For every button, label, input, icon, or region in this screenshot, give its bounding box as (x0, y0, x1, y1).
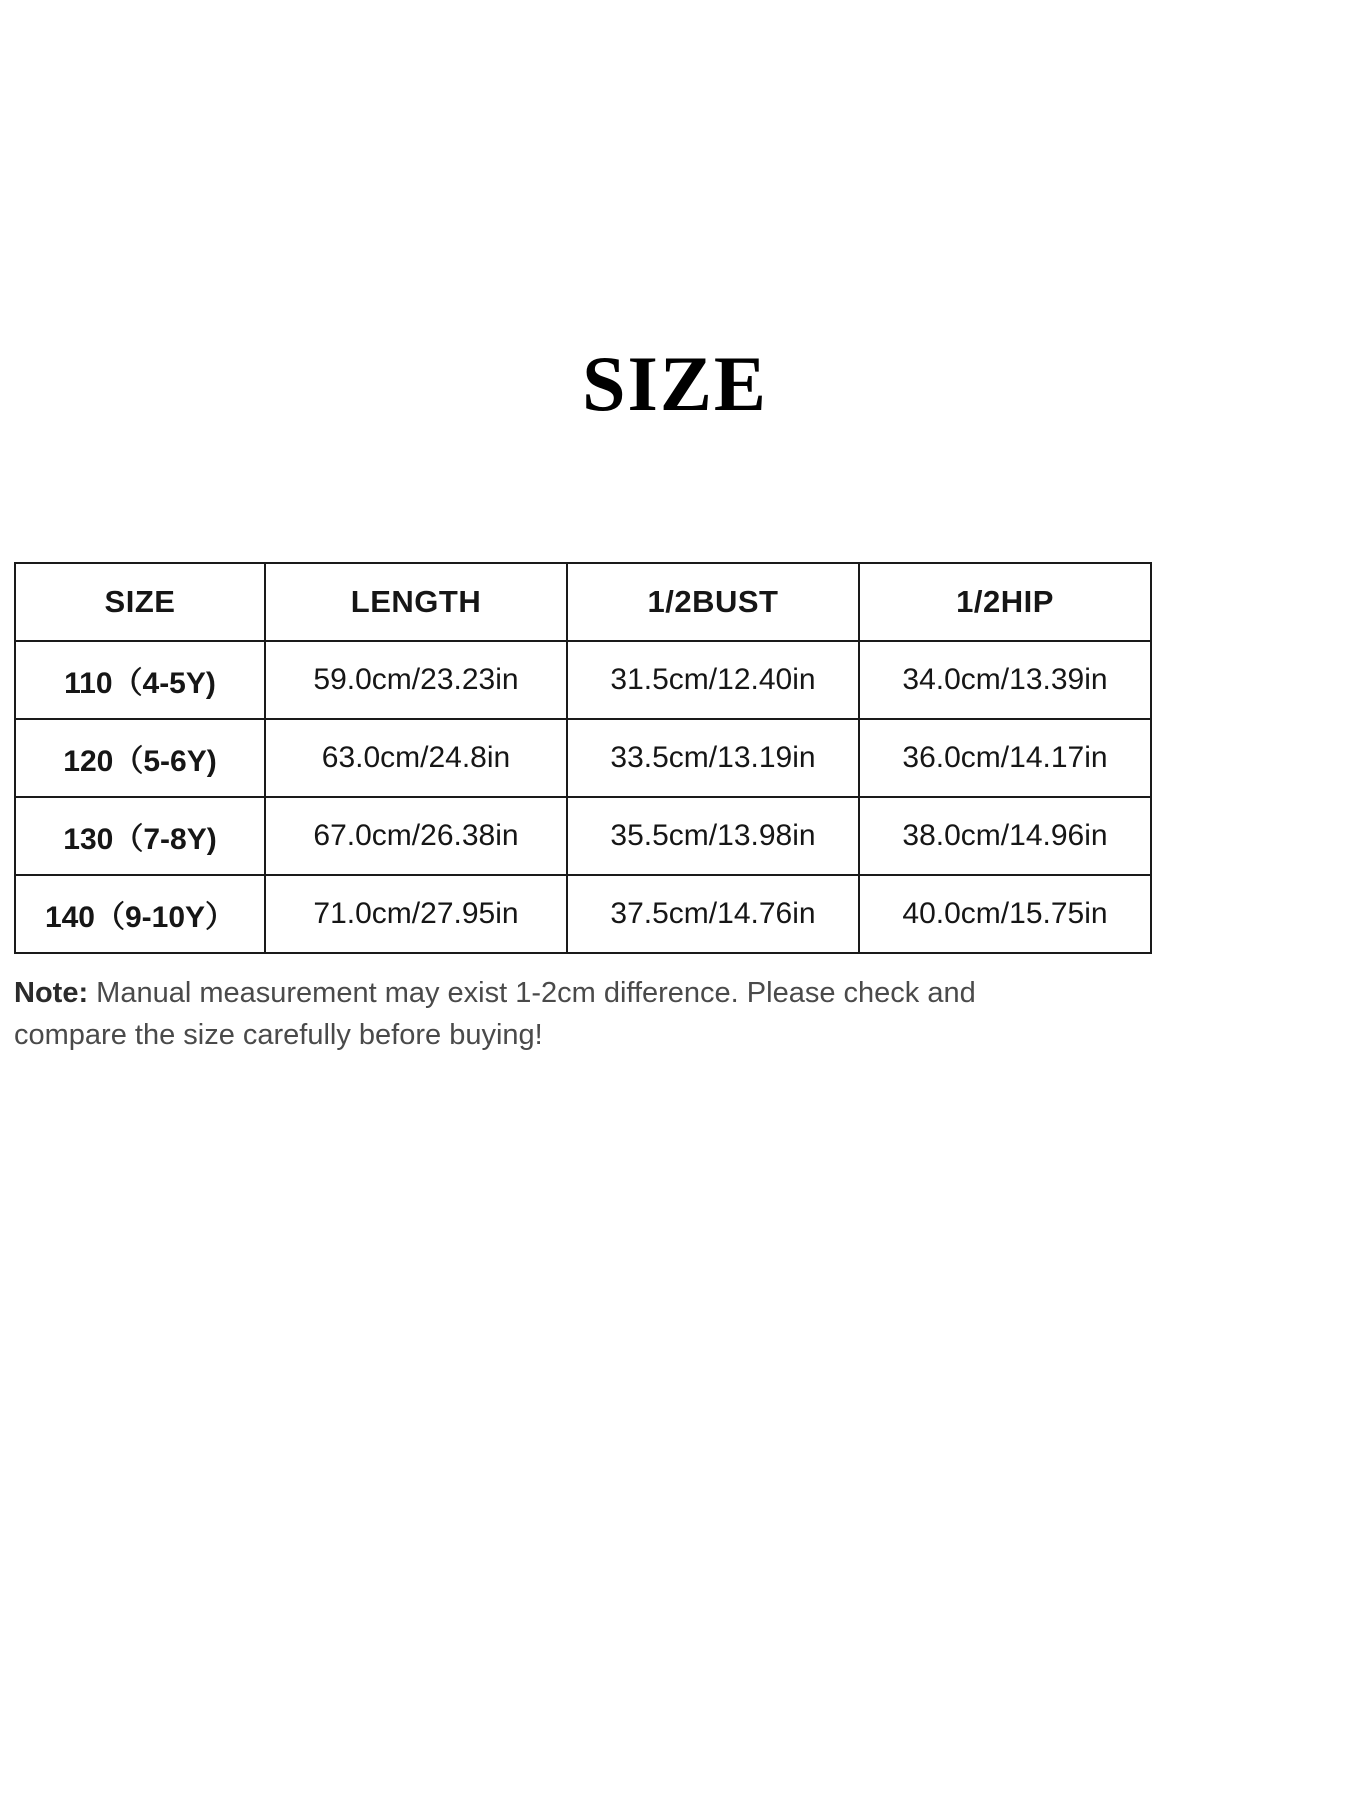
column-header-half-hip: 1/2HIP (859, 563, 1151, 641)
table-row (15, 875, 1151, 953)
cell-length: 63.0cm/24.8in (265, 719, 567, 797)
cell-half-bust: 37.5cm/14.76in (567, 875, 859, 953)
table-row (15, 641, 1151, 719)
cell-half-hip: 40.0cm/15.75in (859, 875, 1151, 953)
cell-size: 130（7-8Y) (15, 797, 265, 875)
size-table (14, 562, 1152, 954)
column-header-size: SIZE (15, 563, 265, 641)
size-table-container (14, 562, 1150, 954)
page-title: SIZE (582, 340, 768, 427)
cell-size: 120（5-6Y) (15, 719, 265, 797)
note-block (14, 972, 1014, 1056)
table-row (15, 719, 1151, 797)
cell-length: 71.0cm/27.95in (265, 875, 567, 953)
note-text: Manual measurement may exist 1-2cm difference. Please check and compare the size carefully before buying! (14, 977, 976, 1052)
cell-length: 67.0cm/26.38in (265, 797, 567, 875)
cell-half-bust: 35.5cm/13.98in (567, 797, 859, 875)
cell-half-hip: 38.0cm/14.96in (859, 797, 1151, 875)
column-header-length: LENGTH (265, 563, 567, 641)
column-header-half-bust: 1/2BUST (567, 563, 859, 641)
note-label: Note: (14, 977, 89, 1009)
cell-size: 110（4-5Y) (15, 641, 265, 719)
cell-length: 59.0cm/23.23in (265, 641, 567, 719)
table-row (15, 797, 1151, 875)
cell-half-hip: 34.0cm/13.39in (859, 641, 1151, 719)
cell-size: 140（9-10Y） (15, 875, 265, 953)
cell-half-bust: 33.5cm/13.19in (567, 719, 859, 797)
cell-half-bust: 31.5cm/12.40in (567, 641, 859, 719)
cell-half-hip: 36.0cm/14.17in (859, 719, 1151, 797)
table-header-row (15, 563, 1151, 641)
